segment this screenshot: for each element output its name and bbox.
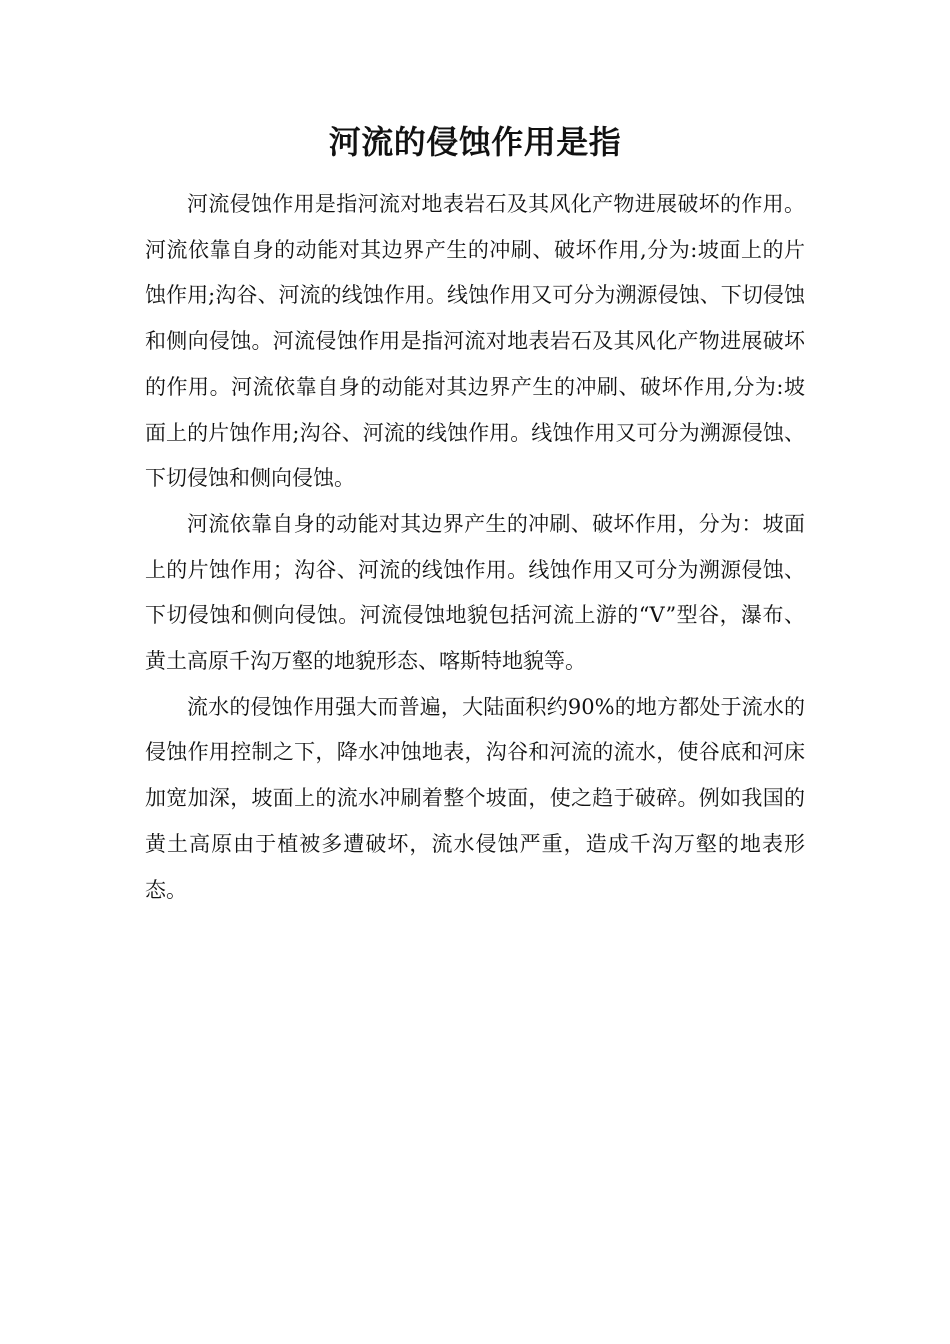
paragraph-2: 河流依靠自身的动能对其边界产生的冲刷、破坏作用，分为：坡面上的片蚀作用；沟谷、河流的线蚀作用。线蚀作用又可分为溯源侵蚀、下切侵蚀和侧向侵蚀。河流侵蚀地貌包括河流上游的“V”型谷，瀑布、黄土高原千沟万壑的地貌形态、喀斯特地貌等。 — [145, 511, 805, 674]
page-title: 河流的侵蚀作用是指 — [328, 123, 622, 161]
document-body — [145, 182, 805, 913]
paragraph-1: 河流侵蚀作用是指河流对地表岩石及其风化产物进展破坏的作用。河流依靠自身的动能对其边界产生的冲刷、破坏作用,分为:坡面上的片蚀作用;沟谷、河流的线蚀作用。线蚀作用又可分为溯源侵蚀、下切侵蚀和侧向侵蚀。河流侵蚀作用是指河流对地表岩石及其风化产物进展破坏的作用。河流依靠自身的动能对其边界产生的冲刷、破坏作用,分为:坡面上的片蚀作用;沟谷、河流的线蚀作用。线蚀作用又可分为溯源侵蚀、下切侵蚀和侧向侵蚀。 — [145, 192, 805, 491]
paragraph-3: 流水的侵蚀作用强大而普遍，大陆面积约90%的地方都处于流水的侵蚀作用控制之下，降水冲蚀地表，沟谷和河流的流水，使谷底和河床加宽加深，坡面上的流水冲刷着整个坡面，使之趋于破碎。例如我国的黄土高原由于植被多遭破坏，流水侵蚀严重，造成千沟万壑的地表形态。 — [145, 694, 805, 902]
